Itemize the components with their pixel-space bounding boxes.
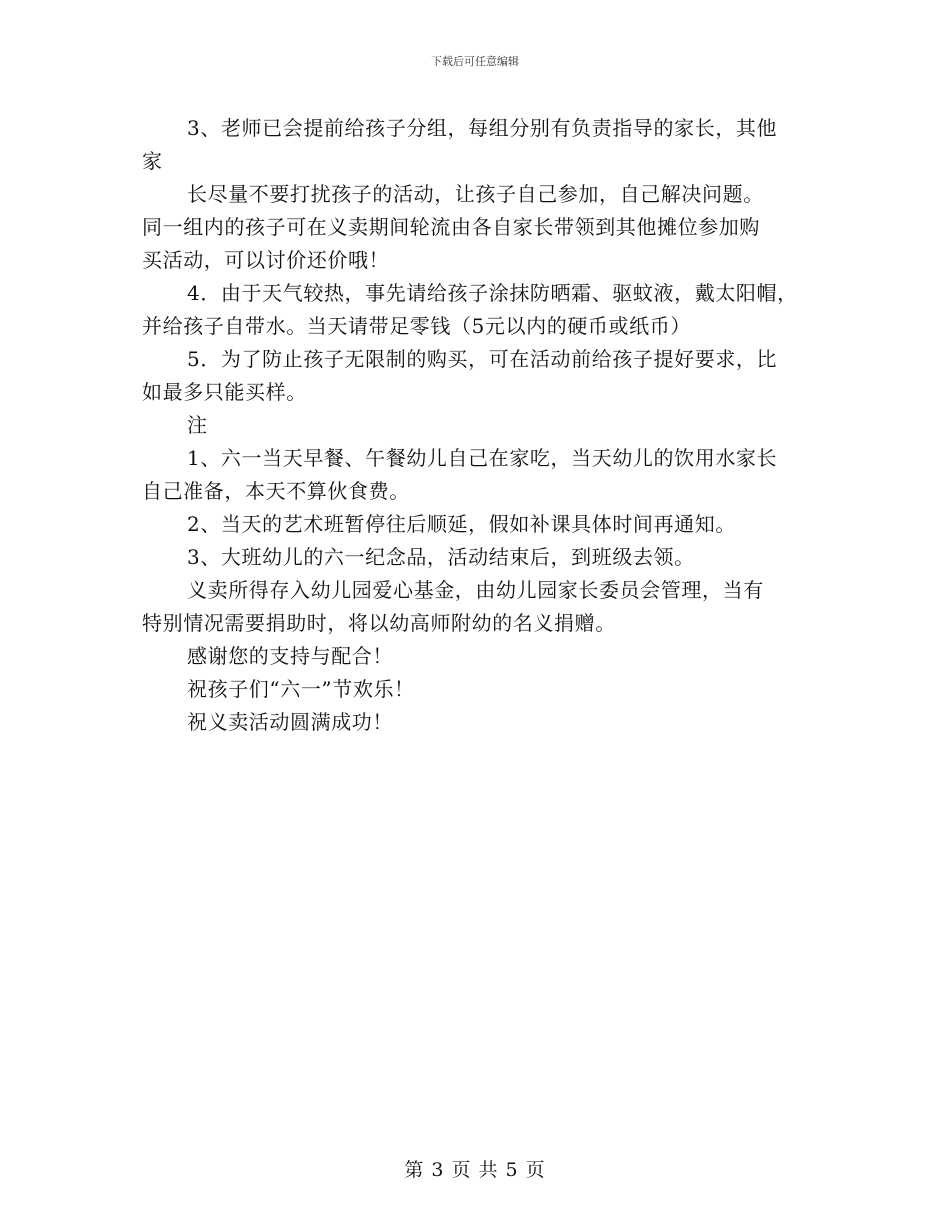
paragraph-line: 自己准备，本天不算伙食费。: [142, 479, 410, 503]
paragraph-line: 3、大班幼儿的六一纪念品，活动结束后，到班级去领。: [187, 545, 695, 569]
paragraph-line: 如最多只能买样。: [142, 380, 307, 404]
closing-line: 祝义卖活动圆满成功！: [187, 710, 393, 734]
paragraph-line: 同一组内的孩子可在义卖期间轮流由各自家长带领到其他摊位参加购: [142, 215, 760, 239]
note-heading: 注: [187, 413, 208, 437]
paragraph-line: 家: [142, 149, 163, 173]
page-number: 第 3 页 共 5 页: [404, 1159, 546, 1181]
paragraph-line: 2、当天的艺术班暂停往后顺延，假如补课具体时间再通知。: [187, 512, 736, 536]
closing-line: 感谢您的支持与配合！: [187, 644, 393, 668]
paragraph-line: 1、六一当天早餐、午餐幼儿自己在家吃，当天幼儿的饮用水家长: [187, 446, 778, 470]
paragraph-line: 3、老师已会提前给孩子分组，每组分别有负责指导的家长，其他: [187, 116, 778, 140]
document-body: [142, 112, 822, 739]
paragraph-line: 4．由于天气较热，事先请给孩子涂抹防晒霜、驱蚊液，戴太阳帽，: [187, 281, 798, 305]
paragraph-line: 5．为了防止孩子无限制的购买，可在活动前给孩子提好要求，比: [187, 347, 778, 371]
closing-line: 祝孩子们“六一”节欢乐！: [187, 677, 415, 701]
paragraph-line: 并给孩子自带水。当天请带足零钱（5元以内的硬币或纸币）: [142, 314, 691, 338]
paragraph-line: 长尽量不要打扰孩子的活动，让孩子自己参加，自己解决问题。: [187, 182, 764, 206]
paragraph-line: 特别情况需要捐助时，将以幼高师附幼的名义捐赠。: [142, 611, 616, 635]
page-header: 下载后可任意编辑: [431, 55, 519, 68]
paragraph-line: 义卖所得存入幼儿园爱心基金，由幼儿园家长委员会管理，当有: [187, 578, 764, 602]
paragraph-line: 买活动，可以讨价还价哦！: [142, 248, 390, 272]
